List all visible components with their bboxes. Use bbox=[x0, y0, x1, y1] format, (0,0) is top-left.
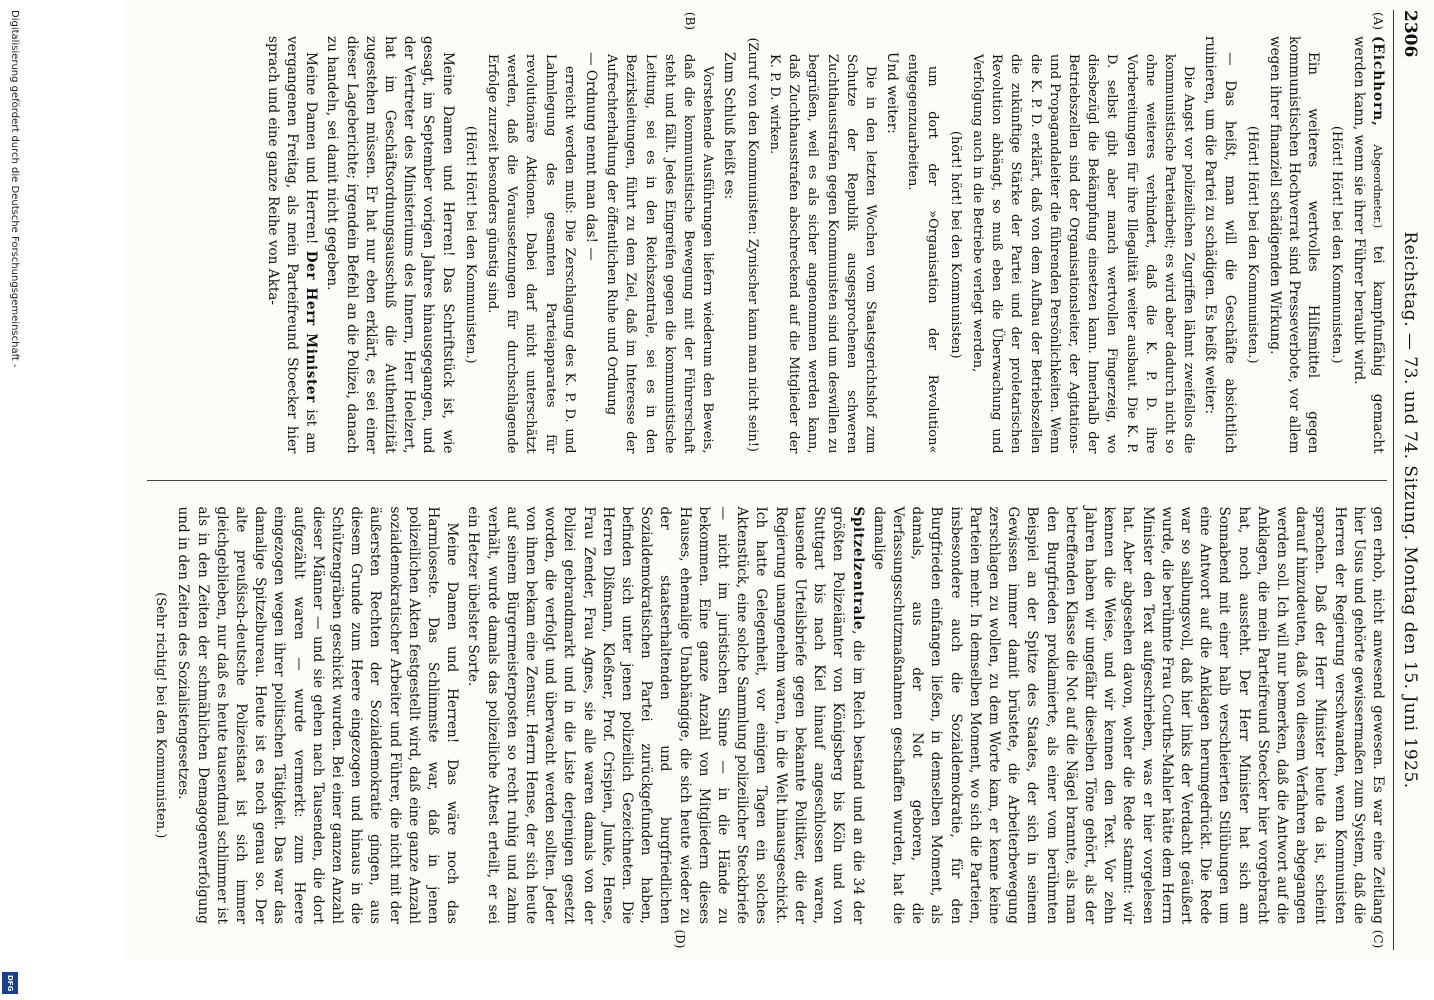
dfg-logo: DFG bbox=[2, 972, 18, 994]
credit-text: Digitalisierung gefördert durch die Deutsche Forschungsgemeinschaft - bbox=[9, 10, 20, 368]
page-header bbox=[1393, 10, 1420, 950]
quotation: Die Angst vor polizeilichen Zugriffen lähmt zweifellos die kommunistische Parteiarbeit; es wird aber dadurch nicht so ohne weiteres verhindert, daß die K. P. D. ihre Vorbereitungen für ihre Illegalität weiter ausbaut. Die K. P. D. selbst gibt aber manch wertvollen Fingerzeig, wo diesbezügl die Bekämpfung einsetzen kann. Innerhalb der Betriebszellen sind der Organisationsleiter, der Agitations- und Propagandaleiter die führenden Persönlichkeiten. Wenn die K. P. D. erklärt, daß von dem Aufbau der Betriebszellen die zukünftige Stärke der Partei und der proletarischen Revolution abhängt, so muß eben die Überwachung und Verfolgung auch in die Betriebe verlegt werden, bbox=[969, 54, 1197, 454]
paragraph-text: Meine Damen und Herren! bbox=[303, 52, 320, 245]
emphasis-text: Der Herr Minister bbox=[303, 250, 320, 403]
paragraph-text: ist am vergangenen Freitag, als mein Parteifreund Stoecker hier sprach und eine ganze Reihe von Akta- bbox=[264, 36, 320, 454]
margin-marker-c: (C) bbox=[1371, 929, 1385, 949]
page-title: Reichstag. — 73. und 74. Sitzung. Montag den 15. Juni 1925. bbox=[1400, 231, 1420, 789]
speaker-name: (Eichhorn, bbox=[1370, 36, 1386, 127]
paragraph-text: , die im Reich bestand und an die 34 der größten Polizeiämter von Königsberg bis Köln und von Stuttgart bis nach Kiel hinauf angeschlossen waren, tausende Urteilsbriefe gegen bekannte Politiker, die der Regierung unangenehm waren, in die Welt hinausgeschickt. Ich hatte Gelegenheit, vor einigen Tagen ein solches Aktenstück, eine solche Sammlung polizeilicher Steckbriefe — nicht im juristischen Sinne — in die Hände zu bekommen. Eine ganze Anzahl von Mitgliedern dieses Hauses, ehemalige Unabhängige, die sich heute wieder zu der staatserhaltenden und burgfriedlichen Sozialdemokratischen Partei zurückgefunden haben, befinden sich unter jenen polizeilich Gezeichneten. Die Herren Dißmann, Kleßner, Prof. Crispien, Junke, Hense, Frau Zender, Frau Agnes, sie alle waren damals von der Polizei gebrandmarkt und in die Liste derjenigen gesetzt worden, die verfolgt und überwacht werden sollten. Jeder von ihnen bekam eine Zensur. Herrn Hense, der sich heute auf seinem Bürgermeisterposten so recht ruhig und zahm verhält, wurde damals das polizeiliche Attest erteilt, er sei ein Hetzer übelster Sorte. bbox=[465, 506, 866, 924]
paragraph bbox=[263, 36, 321, 454]
paragraph: Zum Schluß heißt es: bbox=[721, 52, 738, 200]
interjection: (Hört! Hört! bei den Kommunisten.) bbox=[1328, 125, 1344, 364]
quotation: Vorstehende Ausführungen liefern wiederum den Beweis, daß die kommunistische Bewegung mit der Führerschaft steht und fällt. Jedes Eingreifen gegen die kommunistische Leitung, sei es in den Reichszentrale, sei es in den Bezirksleitungen, führt zu dem Ziel, daß im Interesse der Aufrechterhaltung der öffentlichen Ruhe und Ordnung bbox=[604, 54, 716, 454]
interjection: (Hört! Hört! bei den Kommunisten.) bbox=[1244, 125, 1260, 364]
interjection: (hört! hört! bei den Kommunisten) bbox=[947, 130, 963, 359]
right-column bbox=[147, 480, 1387, 951]
interjection: (Zuruf von den Kommunisten: Zynischer kann man nicht sein!) bbox=[744, 37, 760, 452]
paragraph: — Ordnung nennt man das! — bbox=[583, 52, 600, 261]
margin-marker-b: (B) bbox=[683, 11, 697, 31]
digitization-credit bbox=[6, 10, 22, 990]
paragraph: Meine Damen und Herren! Das wäre noch das Harmloseste. Das Schlimmste war, daß in jenen polizeilichen Akten festgestellt wird, daß eine ganze Anzahl sozialdemokratischer Arbeiter und Führer, die nicht mit der äußersten Rechten der Sozialdemokratie gingen, aus diesem Grunde zum Heere eingezogen und hinaus in die Schützengräben geschickt wurden. Bei einer ganzen Anzahl dieser Männer — und sie gehen nach Tausenden, die dort aufgezählt waren — wurde vermerkt: zum Heere eingezogen wegen ihrer politischen Tätigkeit. Das war das damalige Spitzelbureau. Heute ist es noch genau so. Der alte preußisch-deutsche Polizeistaat ist sich immer gleichgeblieben, nur daß es heute tausendmal schlimmer ist als in den Zeiten der schmählichen Demagogenverfolgung und in den Zeiten des Sozialistengesetzes. bbox=[175, 506, 461, 924]
paragraph: Meine Damen und Herren! Das Schriftstück ist, wie gesagt, im September vorigen Jahres hinausgegangen, und der Vertreter des Ministeriums des Innern, Herr Hoelzert, hat im Geschäftsordnungsausschuß die Authentizität zugestehen müssen. Er hat nur eben erklärt, es sei einer dieser Lageberichte; irgendein Befehl an die Polizei, danach zu handeln, sei damit nicht gegeben. bbox=[324, 36, 456, 454]
margin-marker-a: (A) bbox=[1371, 11, 1385, 31]
quotation: Die in den letzten Wochen vom Staatsgerichtshof zum Schutze der Republik ausgesprochenen schweren Zuchthausstrafen gegen Kommunisten sind um deswillen zu begrüßen, weil es als sicher angenommen werden kann, daß Zuchthausstrafen abschreckend auf die Mitglieder der K. P. D. wirken. bbox=[766, 54, 878, 454]
paragraph: — Das heißt, man will die Geschäfte absichtlich ruinieren, um die Partei zu schädigen. Es heißt weiter: bbox=[1202, 36, 1238, 454]
interjection: (Sehr richtig! bei den Kommunisten.) bbox=[153, 592, 169, 839]
document-page bbox=[124, 0, 1434, 960]
quotation: erreicht werden muß: Die Zerschlagung des K. P. D. und Lahmlegung des gesamten Parteiapparates für revolutionäre Aktionen. Dabei darf nicht unterschätzt werden, daß die Voraussetzungen für durchschlagende Erfolge zurzeit besonders günstig sind. bbox=[485, 54, 577, 454]
text-columns bbox=[147, 10, 1387, 950]
paragraph bbox=[463, 507, 866, 925]
quotation: um dort der »Organisation der Revolution« entgegenzuarbeiten. bbox=[905, 54, 940, 454]
margin-marker-d: (D) bbox=[673, 929, 687, 949]
paragraph: Ein weiteres wertvolles Hilfsmittel gegen kommunistischen Hochverrat sind Presseverbote, vor allem wegen ihrer finanziell schädigenden Wirkung. bbox=[1266, 36, 1322, 454]
left-column bbox=[147, 10, 1387, 480]
speaker-role: Abgeordneter.) bbox=[1371, 144, 1384, 229]
paragraph: Und weiter: bbox=[884, 52, 901, 134]
interjection: (Hört! Hört! bei den Kommunisten.) bbox=[462, 125, 478, 364]
paragraph bbox=[1349, 36, 1387, 454]
paragraph-text: tei kampfunfähig gemacht werden kann, wenn sie ihrer Führer beraubt wird. bbox=[1350, 36, 1386, 454]
paragraph: gen erhob, nicht anwesend gewesen. Es war eine Zeitlang hier Usus und gehörte gewissermaßen zum System, daß die Herren der Regierung verschwanden, wenn Kommunisten sprachen. Daß der Herr Minister heute da ist, scheint darauf hinzudeuten, daß von diesem Verfahren abgegangen werden soll. Ich will nur bemerken, daß die Antwort auf die Anklagen, die mein Parteifreund Stoecker hier vorgebracht hat, noch aussteht. Der Herr Minister hat sich am Sonnabend mit einer halb verschleierten Stilübungen um eine Antwort auf die Anklagen herumgedrückt. Die Rede war so salbungsvoll, daß hier links der Verdacht geäußert wurde, die berühmte Frau Courths-Mahler hätte dem Herrn Minister den Text aufgeschrieben, was er hier vorgelesen hat. Aber abgesehen davon, woher die Rede stammt: wir kennen die Weise, und wir kennen den Text. Vor zehn Jahren haben wir ungefähr dieselben Töne gehört, als der betreffenden Klasse die Not auf die Nägel brannte, als man den Burgfrieden proklamierte, als einer vom berühmten Beispiel an der Spitze des Staates, der sich in seinem Gewissen immer damit brüstete, die Arbeiterbewegung zerschlagen zu wollen, zu dem Worte kam, er kenne keine Parteien mehr. In demselben Moment, wo sich die Parteien, insbesondere auch die Sozialdemokratie, für den Burgfrieden einfangen ließen, in demselben Moment, als damals, aus der Not geboren, die Verfassungsschutzmaßnahmen geschaffen wurden, hat die damalige bbox=[870, 506, 1386, 924]
page-number: 2306 bbox=[1400, 10, 1420, 58]
emphasis-text: Spitzelzentrale bbox=[849, 506, 866, 631]
